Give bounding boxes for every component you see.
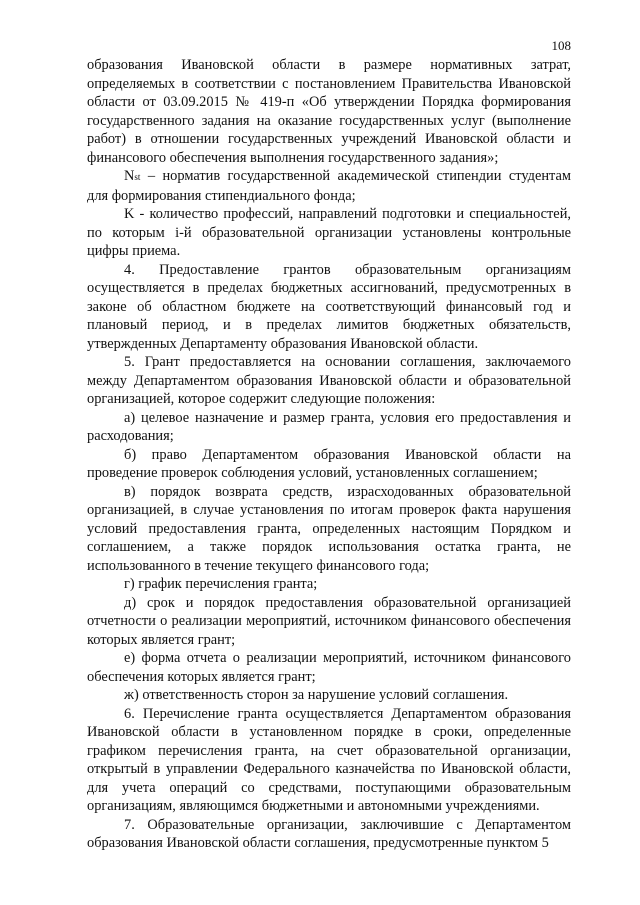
paragraph-3: K - количество профессий, направлений подготовки и специальностей, по которым i-й образовательной организации установлены контрольные цифры приема. <box>87 206 571 259</box>
paragraph-5: 5. Грант предоставляется на основании соглашения, заключаемого между Департаментом образования Ивановской области и образовательной организацией, которое содержит следующие положения: <box>87 354 571 407</box>
page-number: 108 <box>551 38 571 53</box>
paragraph-5zh: ж) ответственность сторон за нарушение условий соглашения. <box>124 687 509 703</box>
formula-symbol: N <box>124 168 135 184</box>
paragraph-1: образования Ивановской области в размере нормативных затрат, определяемых в соответствии с постановлением Правительства Ивановской области от 03.09.2015 № 419-п «Об утверждении Порядка формирования государственного задания на оказание государственных услуг (выполнение работ) в отношении государственных учреждений Ивановской области и финансового обеспечения выполнения государственного задания»; <box>87 57 571 166</box>
paragraph-5b: б) право Департаментом образования Ивановской области на проведение проверок соблюдения условий, установленных соглашением; <box>87 446 571 481</box>
paragraph-5e: е) форма отчета о реализации мероприятий, источником финансового обеспечения которых является грант; <box>87 650 571 685</box>
paragraph-5d: д) срок и порядок предоставления образовательной организацией отчетности о реализации мероприятий, источником финансового обеспечения которых является грант; <box>87 594 571 648</box>
document-body <box>87 56 571 853</box>
paragraph-5g: г) график перечисления гранта; <box>124 576 318 592</box>
paragraph-2-text: – норматив государственной академической стипендии студентам для формирования стипендиального фонда; <box>87 168 571 204</box>
paragraph-5a: а) целевое назначение и размер гранта, условия его предоставления и расходования; <box>87 409 571 444</box>
paragraph-4: 4. Предоставление грантов образовательным организациям осуществляется в пределах бюджетных ассигнований, предусмотренных в законе об областном бюджете на соответствующий финансовый год и плановый период, и в пределах лимитов бюджетных обязательств, утвержденных Департаменту образования Ивановской области. <box>87 261 571 352</box>
paragraph-6: 6. Перечисление гранта осуществляется Департаментом образования Ивановской области в установленном порядке в сроки, определенные графиком перечисления гранта, на счет образовательной организации, открытый в управлении Федерального казначейства по Ивановской области, для учета операций со средствами, поступающими образовательным организациям, являющимся бюджетными и автономными учреждениями. <box>87 705 571 814</box>
paragraph-nst-definition <box>87 167 571 205</box>
paragraph-5v: в) порядок возврата средств, израсходованных образовательной организацией, в случае установления по итогам проверок факта нарушения условий предоставления гранта, определенных настоящим Порядком и соглашением, а также порядок использования остатка гранта, не использованного в течение текущего финансового года; <box>87 483 571 574</box>
formula-subscript: st <box>134 172 141 182</box>
paragraph-7: 7. Образовательные организации, заключившие с Департаментом образования Ивановской области соглашения, предусмотренные пунктом 5 <box>87 816 571 851</box>
